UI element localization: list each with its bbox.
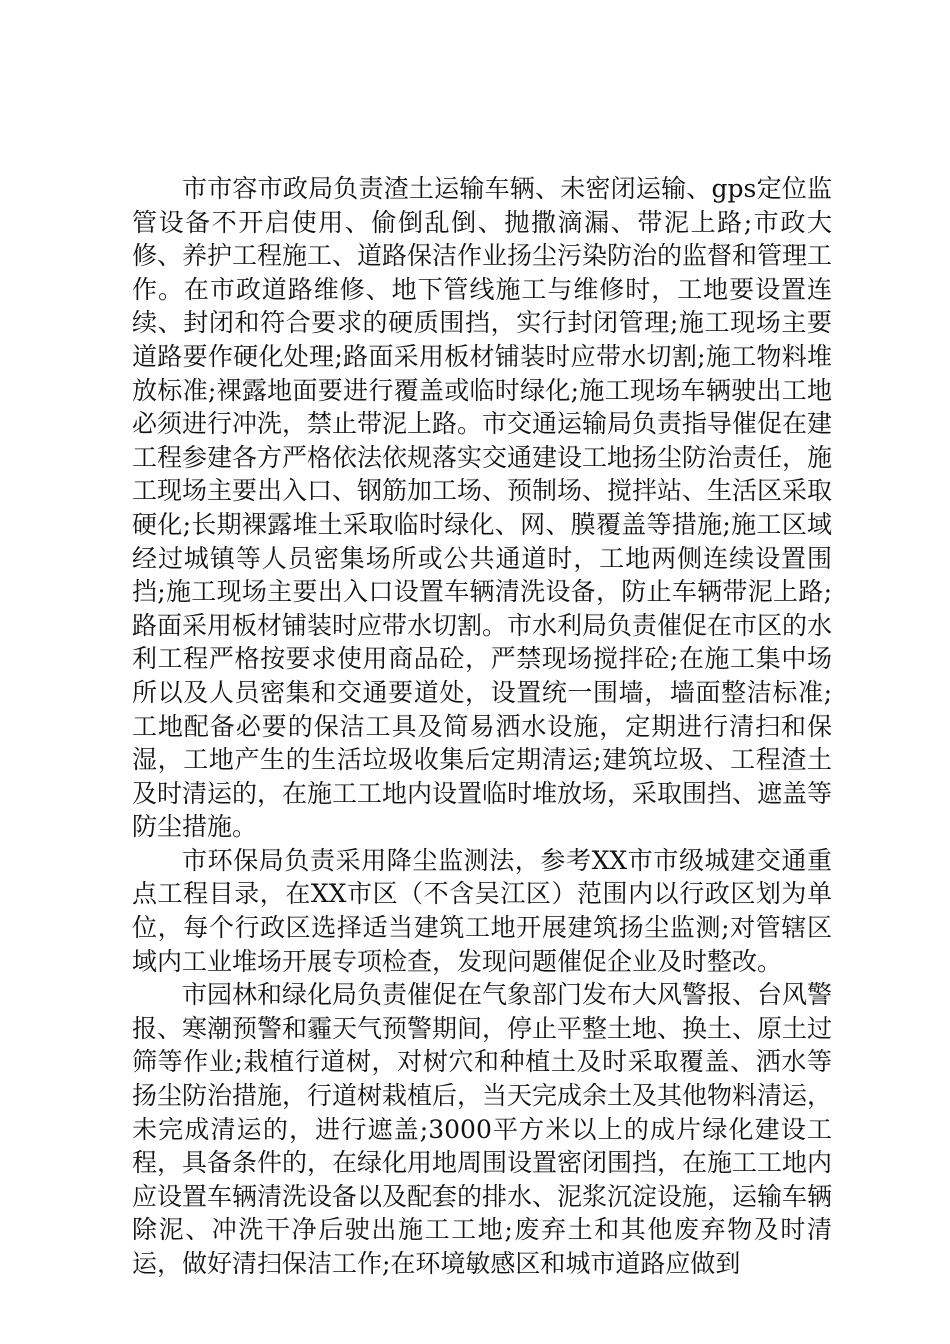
document-body xyxy=(132,172,832,1281)
paragraph-environmental-protection: 市环保局负责采用降尘监测法，参考XX市市级城建交通重点工程目录，在XX市区（不含吴江区）范围内以行政区划为单位，每个行政区选择适当建筑工地开展建筑扬尘监测;对管辖区域内工业堆场开展专项检查，发现问题催促企业及时整改。 xyxy=(132,845,832,976)
paragraph-landscaping: 市园林和绿化局负责催促在气象部门发布大风警报、台风警报、寒潮预警和霾天气预警期间，停止平整土地、换土、原土过筛等作业;栽植行道树，对树穴和种植土及时采取覆盖、洒水等扬尘防治措施，行道树栽植后，当天完成余土及其他物料清运，未完成清运的，进行遮盖;3000平方米以上的成片绿化建设工程，具备条件的，在绿化用地周围设置密闭围挡，在施工工地内应设置车辆清洗设备以及配套的排水、泥浆沉淀设施，运输车辆除泥、冲洗干净后驶出施工工地;废弃土和其他废弃物及时清运，做好清扫保洁工作;在环境敏感区和城市道路应做到 xyxy=(132,980,833,1278)
paragraph-municipal-works: 市市容市政局负责渣土运输车辆、未密闭运输、gps定位监管设备不开启使用、偷倒乱倒、抛撒滴漏、带泥上路;市政大修、养护工程施工、道路保洁作业扬尘污染防治的监督和管理工作。在市政道路维修、地下管线施工与维修时，工地要设置连续、封闭和符合要求的硬质围挡，实行封闭管理;施工现场主要道路要作硬化处理;路面采用板材铺装时应带水切割;施工物料堆放标准;裸露地面要进行覆盖或临时绿化;施工现场车辆驶出工地必须进行冲洗，禁止带泥上路。市交通运输局负责指导催促在建工程参建各方严格依法依规落实交通建设工地扬尘防治责任，施工现场主要出入口、钢筋加工场、预制场、搅拌站、生活区采取硬化;长期裸露堆土采取临时绿化、网、膜覆盖等措施;施工区域经过城镇等人员密集场所或公共通道时，工地两侧连续设置围挡;施工现场主要出入口设置车辆清洗设备，防止车辆带泥上路;路面采用板材铺装时应带水切割。市水利局负责催促在市区的水利工程严格按要求使用商品砼，严禁现场搅拌砼;在施工集中场所以及人员密集和交通要道处，设置统一围墙，墙面整洁标准;工地配备必要的保洁工具及简易洒水设施，定期进行清扫和保湿，工地产生的生活垃圾收集后定期清运;建筑垃圾、工程渣土及时清运的，在施工工地内设置临时堆放场，采取围挡、遮盖等防尘措施。 xyxy=(132,174,833,842)
